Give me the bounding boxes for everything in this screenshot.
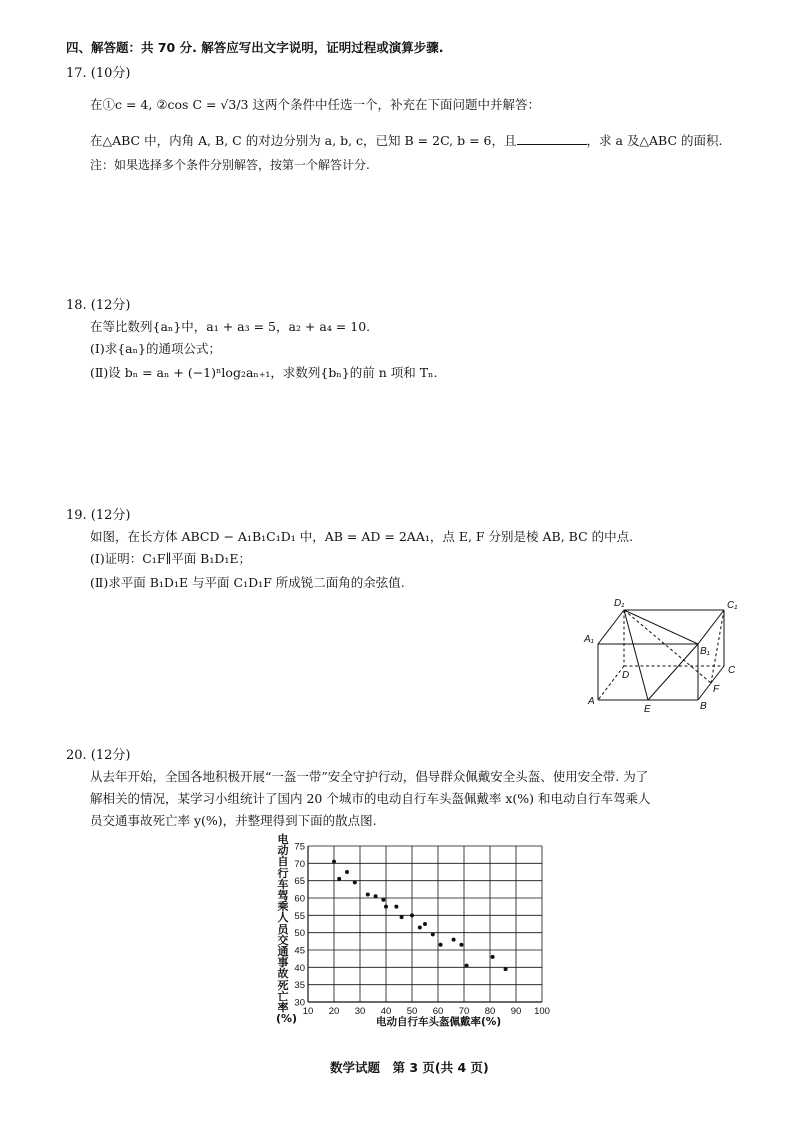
x-tick-label: 100 <box>534 1006 550 1017</box>
cuboid-figure <box>582 596 752 718</box>
q19-number: 19. (12分) <box>66 508 131 523</box>
y-tick-label: 75 <box>294 841 305 853</box>
data-point <box>423 922 427 926</box>
chart-ylabel: 电动自行车驾乘人员交通事故死亡率(%) <box>276 833 298 1026</box>
section-heading: 四、解答题：共 70 分. 解答应写出文字说明，证明过程或演算步骤. <box>66 40 444 55</box>
x-tick-label: 60 <box>432 1006 444 1017</box>
data-point <box>400 915 404 919</box>
q18-line1: 在等比数列{aₙ}中，a₁ + a₃ = 5，a₂ + a₄ = 10. <box>90 319 371 334</box>
q20-number: 20. (12分) <box>66 748 131 763</box>
x-tick-label: 30 <box>354 1006 366 1017</box>
data-point <box>410 913 414 917</box>
data-point <box>452 938 456 942</box>
x-tick-label: 50 <box>406 1006 418 1017</box>
y-tick-label: 70 <box>294 858 305 870</box>
y-tick-label: 30 <box>294 997 305 1009</box>
data-point <box>394 905 398 909</box>
page-footer: 数学试题 第 3 页(共 4 页) <box>330 1060 489 1075</box>
x-tick-label: 20 <box>328 1006 340 1017</box>
x-tick-label: 90 <box>510 1006 522 1017</box>
label-F: F <box>713 684 720 695</box>
q18-part2: (Ⅱ)设 bₙ = aₙ + (−1)ⁿlog₂aₙ₊₁，求数列{bₙ}的前 n 项和 Tₙ. <box>90 365 438 380</box>
y-tick-label: 55 <box>294 910 305 922</box>
label-B: B <box>700 701 707 712</box>
q18-number: 18. (12分) <box>66 298 131 313</box>
data-point <box>353 880 357 884</box>
data-point <box>439 943 443 947</box>
data-point <box>366 893 370 897</box>
data-point <box>491 955 495 959</box>
q17-number: 17. (10分) <box>66 66 131 81</box>
data-point <box>374 894 378 898</box>
x-tick-label: 10 <box>302 1006 314 1017</box>
q20-line2: 解相关的情况，某学习小组统计了国内 20 个城市的电动自行车头盔佩戴率 x(%) 和电动自行车驾乘人 <box>90 791 651 806</box>
q19-part2: (Ⅱ)求平面 B₁D₁E 与平面 C₁D₁F 所成锐二面角的余弦值. <box>90 575 405 590</box>
q20-line3: 员交通事故死亡率 y(%)，并整理得到下面的散点图. <box>90 813 377 828</box>
x-tick-label: 70 <box>458 1006 470 1017</box>
q18-part1: (Ⅰ)求{aₙ}的通项公式； <box>90 341 221 356</box>
q17-line2-a: 在△ABC 中，内角 A, B, C 的对边分别为 a, b, c，已知 B = 2C, b = 6，且 <box>90 133 517 148</box>
y-tick-label: 60 <box>294 893 305 905</box>
q17-line2-b: ，求 a 及△ABC 的面积. <box>586 133 723 148</box>
q20-line1: 从去年开始，全国各地积极开展“一盔一带”安全守护行动，倡导群众佩戴安全头盔、使用安全带. 为了 <box>90 769 649 784</box>
data-point <box>381 898 385 902</box>
label-E: E <box>644 704 651 715</box>
y-tick-label: 50 <box>294 928 305 940</box>
y-tick-label: 65 <box>294 876 305 888</box>
label-A: A <box>588 696 595 707</box>
q17-line1: 在①c = 4, ②cos C = √3/3 这两个条件中任选一个，补充在下面问题中并解答： <box>90 97 540 112</box>
data-point <box>418 925 422 929</box>
label-D: D <box>622 670 630 681</box>
label-C: C <box>728 665 736 676</box>
data-point <box>337 877 341 881</box>
data-point <box>332 860 336 864</box>
label-A1: A₁ <box>584 634 594 645</box>
x-tick-label: 80 <box>484 1006 496 1017</box>
label-B1: B₁ <box>700 646 710 657</box>
scatter-chart <box>288 838 558 1038</box>
data-point <box>504 967 508 971</box>
q17-line2 <box>90 132 722 150</box>
data-point <box>431 932 435 936</box>
x-tick-label: 40 <box>380 1006 392 1017</box>
q19-line1: 如图，在长方体 ABCD − A₁B₁C₁D₁ 中，AB = AD = 2AA₁，点 E, F 分别是棱 AB, BC 的中点. <box>90 529 634 544</box>
y-tick-label: 40 <box>294 962 305 974</box>
label-C1: C₁ <box>727 600 738 611</box>
data-point <box>465 964 469 968</box>
q19-part1: (Ⅰ)证明：C₁F∥平面 B₁D₁E； <box>90 551 252 566</box>
data-point <box>345 870 349 874</box>
chart-xlabel: 电动自行车头盔佩戴率(%) <box>376 1016 502 1028</box>
q17-answer-blank[interactable] <box>517 132 587 145</box>
y-tick-label: 35 <box>294 980 305 992</box>
q17-note: 注：如果选择多个条件分别解答，按第一个解答计分. <box>90 158 370 172</box>
data-point <box>384 905 388 909</box>
label-D1: D₁ <box>614 598 625 609</box>
y-tick-label: 45 <box>294 945 305 957</box>
data-point <box>459 943 463 947</box>
